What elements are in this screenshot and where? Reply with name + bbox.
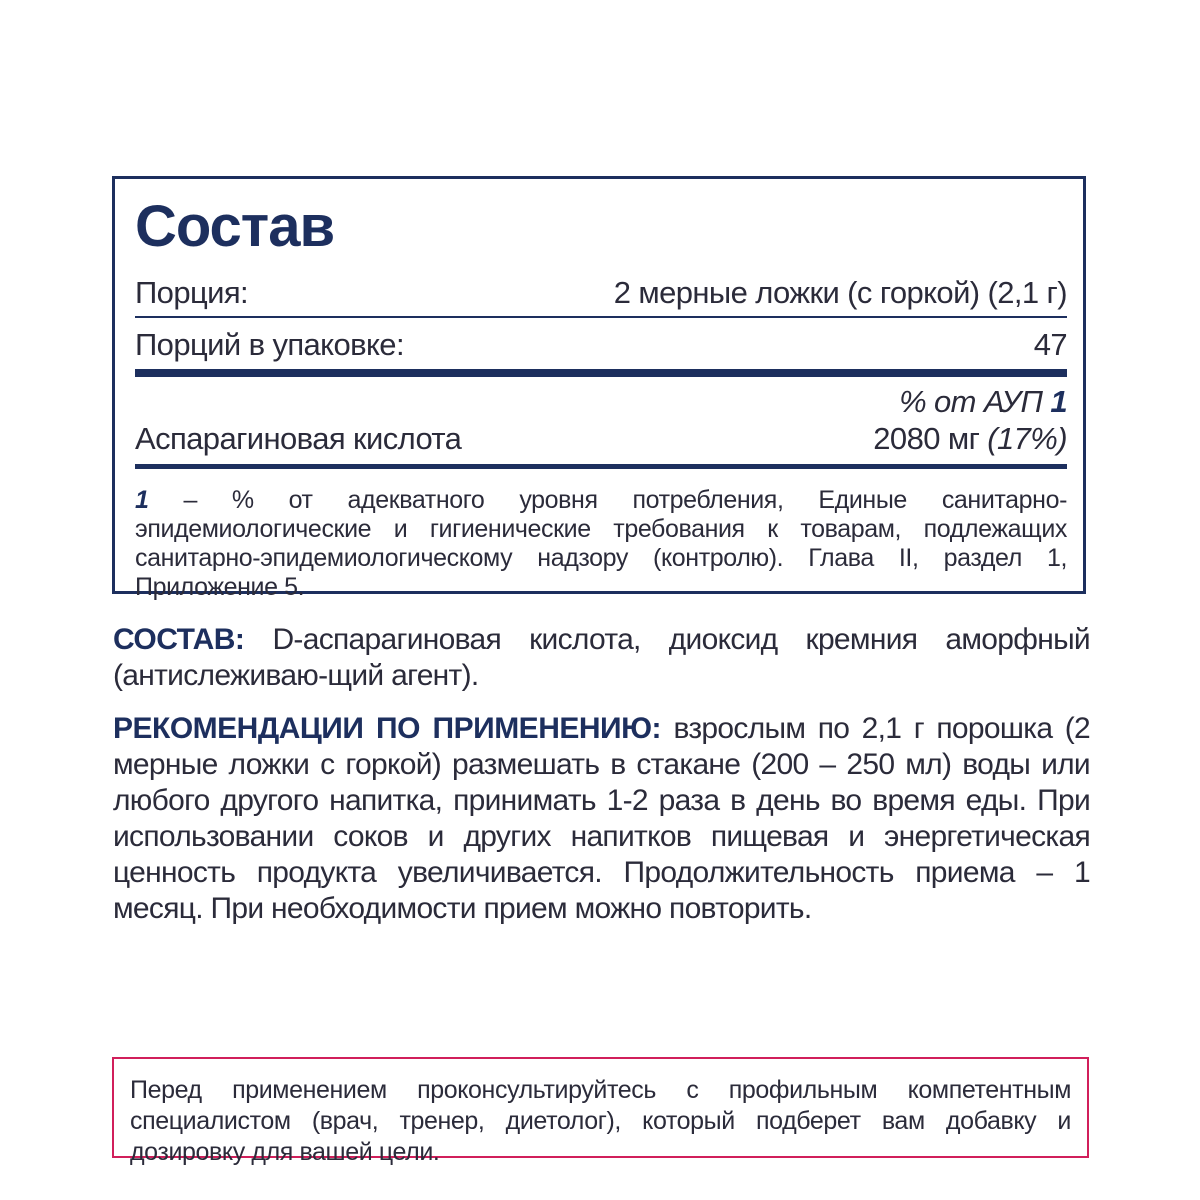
- divider-thick: [135, 369, 1067, 377]
- daily-value-header-text: % от АУП: [899, 384, 1043, 419]
- servings-per-container-label: Порций в упаковке:: [135, 327, 404, 362]
- footnote: [135, 486, 1067, 602]
- composition-paragraph: [113, 622, 1090, 694]
- composition-text: D-аспарагиновая кислота, диоксид кремния аморфный (антислеживаю-щий агент).: [113, 623, 1090, 692]
- footnote-mark: 1: [135, 486, 149, 514]
- divider-medium: [135, 464, 1067, 469]
- composition-heading: СОСТАВ:: [113, 623, 245, 656]
- divider-thin: [135, 316, 1067, 318]
- panel-title: Состав: [135, 194, 335, 259]
- serving-label: Порция:: [135, 275, 249, 310]
- nutrient-percent: (17%): [987, 421, 1067, 456]
- nutrient-amount-cell: [873, 421, 1067, 457]
- serving-value: 2 мерные ложки (с горкой) (2,1 г): [613, 275, 1067, 310]
- recommendations-text: взрослым по 2,1 г порошка (2 мерные ложки с горкой) размешать в стакане (200 – 250 мл) воды или любого другого напитка, принимать 1-2 раза в день во время еды. При использовании соков и других напитков пищевая и энергетическая ценность продукта увеличивается. Продолжительность приема – 1 месяц. При необходимости прием можно повторить.: [113, 712, 1091, 925]
- nutrient-name: Аспарагиновая кислота: [135, 421, 462, 456]
- supplement-facts-panel: [112, 176, 1086, 601]
- warning-box: [112, 1057, 1089, 1166]
- nutrient-amount: 2080 мг: [873, 421, 980, 456]
- recommendations-heading: РЕКОМЕНДАЦИИ ПО ПРИМЕНЕНИЮ:: [113, 712, 662, 745]
- daily-value-header: [899, 384, 1067, 420]
- warning-text: Перед применением проконсультируйтесь с профильным компетентным специалистом (врач, тренер, диетолог), который подберет вам добавку и дозировку для вашей цели.: [130, 1076, 1071, 1166]
- servings-per-container-value: 47: [1033, 327, 1067, 362]
- daily-value-footnote-mark: 1: [1050, 384, 1067, 419]
- footnote-text: – % от адекватного уровня потребления, Единые санитарно-эпидемиологические и гигиенические требования к товарам, подлежащих санитарно-эпидемиологическому надзору (контролю). Глава II, раздел 1, Приложение 5.: [135, 486, 1068, 601]
- recommendations-paragraph: [113, 711, 1090, 927]
